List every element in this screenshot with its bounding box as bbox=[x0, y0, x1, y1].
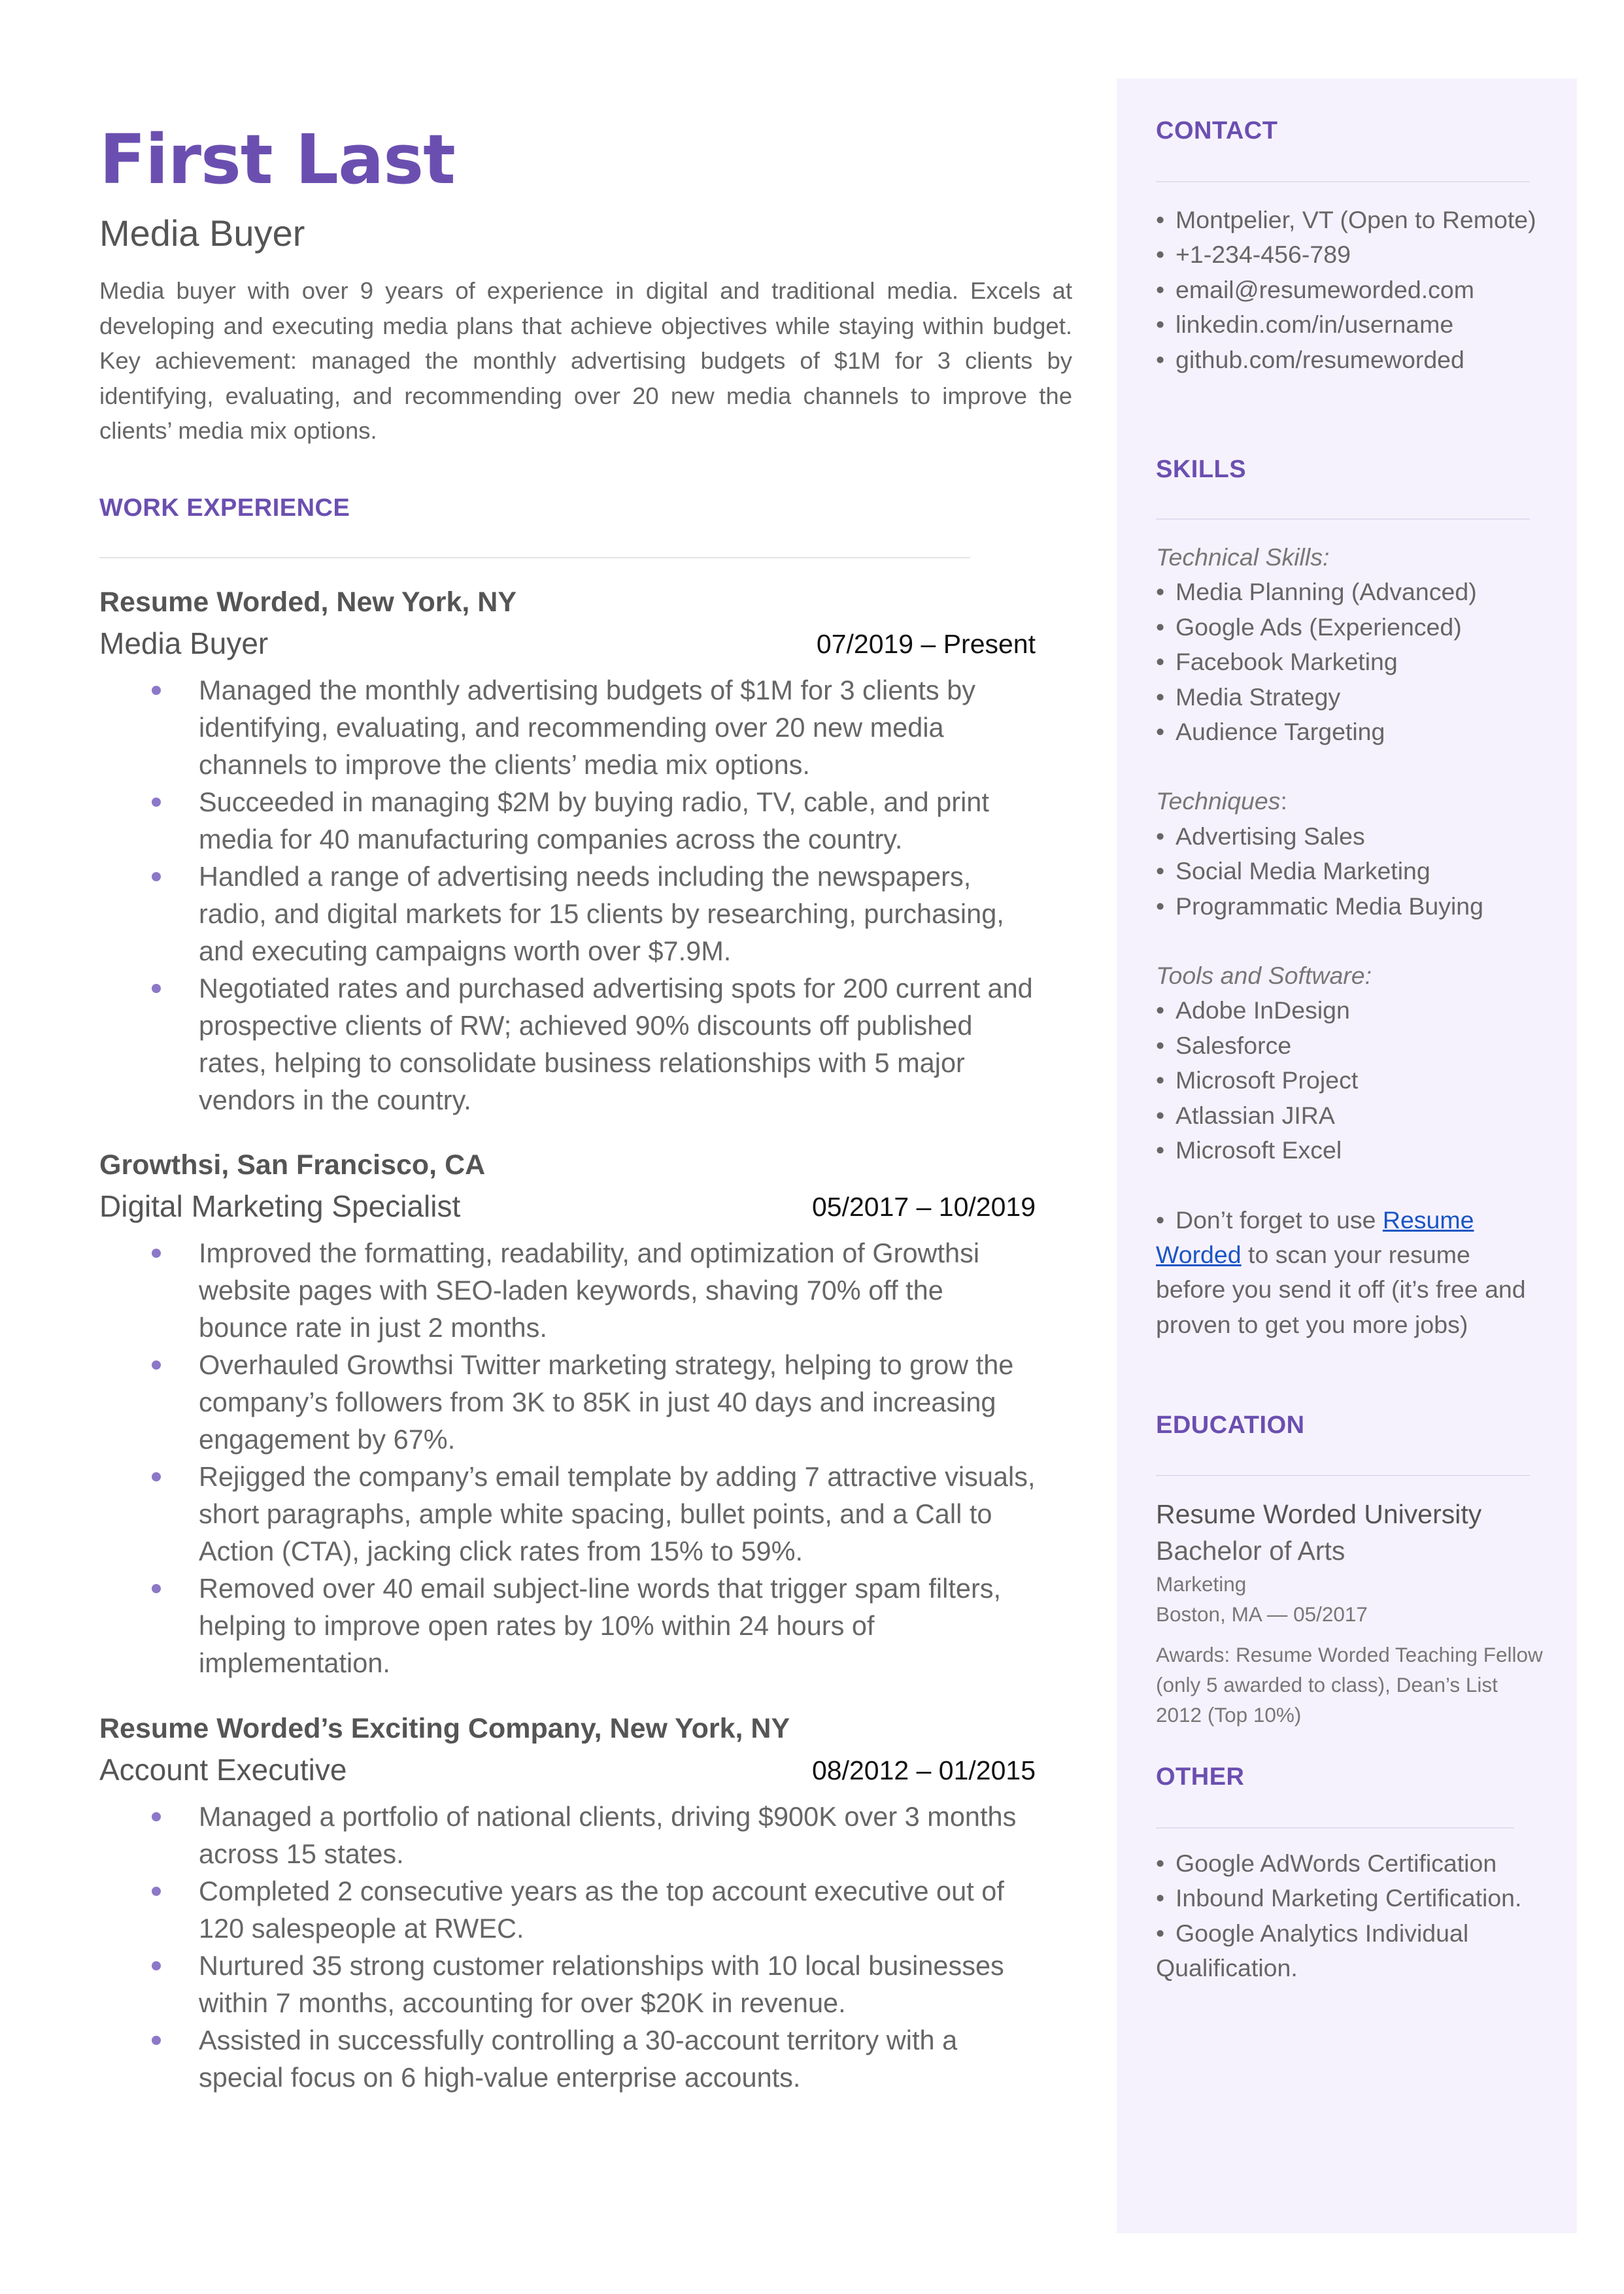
bullet-icon: • bbox=[1156, 206, 1165, 233]
job-company: Resume Worded’s Exciting Company, New York, NY bbox=[99, 1713, 790, 1744]
job-bullet-list bbox=[99, 1798, 1036, 2096]
bullet-dot-icon bbox=[152, 2036, 161, 2045]
bullet-dot-icon bbox=[152, 798, 161, 807]
bullet-dot-icon bbox=[152, 1961, 161, 1970]
job-bullet-text: Negotiated rates and purchased advertising spots for 200 current and prospective clients of RW; achieved 90% discounts off published rates, helping to consolidate business relationships with 5 major vendors in the country. bbox=[199, 973, 1033, 1115]
bullet-dot-icon bbox=[152, 1887, 161, 1896]
job-dates: 08/2012 – 01/2015 bbox=[812, 1755, 1036, 1785]
skill-item: • Facebook Marketing bbox=[1156, 645, 1548, 679]
contact-phone: • +1-234-456-789 bbox=[1156, 237, 1548, 272]
other-heading: OTHER bbox=[1156, 1763, 1245, 1791]
bullet-icon: • bbox=[1156, 1206, 1165, 1234]
other-list bbox=[1156, 1846, 1542, 1986]
bullet-icon: • bbox=[1156, 1919, 1165, 1947]
contact-location: • Montpelier, VT (Open to Remote) bbox=[1156, 203, 1548, 237]
job-bullet-text: Removed over 40 email subject-line words that trigger spam filters, helping to improve open rates by 10% within 24 hours of implementation. bbox=[199, 1573, 1002, 1678]
bullet-dot-icon bbox=[152, 1249, 161, 1258]
bullet-dot-icon bbox=[152, 1472, 161, 1481]
section-divider bbox=[99, 557, 970, 558]
job-bullet bbox=[99, 671, 1036, 783]
job-dates: 07/2019 – Present bbox=[816, 629, 1036, 659]
job-company: Resume Worded, New York, NY bbox=[99, 586, 517, 618]
job-bullet-text: Rejigged the company’s email template by adding 7 attractive visuals, short paragraphs, ample white spacing, bullet points, and a Call to Action (CTA), jacking click rates from 15% to 59%. bbox=[199, 1461, 1036, 1566]
job-company: Growthsi, San Francisco, CA bbox=[99, 1149, 486, 1181]
job-title-row bbox=[99, 1748, 1036, 1791]
skill-item: • Audience Targeting bbox=[1156, 715, 1548, 749]
skill-item: • Advertising Sales bbox=[1156, 819, 1548, 854]
job-bullet bbox=[99, 1798, 1036, 1872]
job-title-headline: Media Buyer bbox=[99, 212, 305, 254]
other-item: • Google Analytics Individual Qualification. bbox=[1156, 1916, 1542, 1986]
other-item: • Google AdWords Certification bbox=[1156, 1846, 1542, 1881]
contact-heading: CONTACT bbox=[1156, 117, 1278, 144]
bullet-icon: • bbox=[1156, 345, 1165, 373]
job-bullet bbox=[99, 970, 1036, 1119]
job-bullet bbox=[99, 1872, 1036, 1947]
education-school: Resume Worded University bbox=[1156, 1499, 1482, 1529]
bullet-icon: • bbox=[1156, 892, 1165, 920]
job-position: Media Buyer bbox=[99, 626, 269, 660]
job-bullet bbox=[99, 1947, 1036, 2021]
job-entry bbox=[99, 1145, 1036, 1681]
job-bullet bbox=[99, 1346, 1036, 1458]
section-divider bbox=[1156, 1827, 1514, 1829]
job-entry bbox=[99, 582, 1036, 1119]
education-field: Marketing bbox=[1156, 1572, 1247, 1596]
education-degree: Bachelor of Arts bbox=[1156, 1536, 1345, 1566]
skills-group-label: Tools and Software: bbox=[1156, 962, 1372, 990]
skill-item: • Media Strategy bbox=[1156, 680, 1548, 715]
section-divider bbox=[1156, 181, 1530, 182]
bullet-icon: • bbox=[1156, 275, 1165, 303]
job-bullet-text: Completed 2 consecutive years as the top account executive out of 120 salespeople at RWEC. bbox=[199, 1876, 1004, 1944]
bullet-icon: • bbox=[1156, 311, 1165, 339]
education-awards: Awards: Resume Worded Teaching Fellow (only 5 awarded to class), Dean’s List 2012 (Top 10%) bbox=[1156, 1643, 1543, 1727]
skill-item: • Salesforce bbox=[1156, 1028, 1548, 1063]
job-bullet-text: Managed the monthly advertising budgets of $1M for 3 clients by identifying, evaluating, and recommending over 20 new media channels to improve the clients’ media mix options. bbox=[199, 675, 976, 780]
job-dates: 05/2017 – 10/2019 bbox=[812, 1192, 1036, 1222]
bullet-dot-icon bbox=[152, 1584, 161, 1593]
other-item: • Inbound Marketing Certification. bbox=[1156, 1881, 1542, 1915]
contact-email: • email@resumeworded.com bbox=[1156, 273, 1548, 307]
skill-item: • Microsoft Project bbox=[1156, 1063, 1548, 1098]
job-bullet-text: Succeeded in managing $2M by buying radio, TV, cable, and print media for 40 manufacturing companies across the country. bbox=[199, 786, 989, 854]
section-divider bbox=[1156, 1475, 1530, 1476]
education-location-date: Boston, MA — 05/2017 bbox=[1156, 1602, 1368, 1626]
bullet-icon: • bbox=[1156, 241, 1165, 269]
job-bullet-list bbox=[99, 1234, 1036, 1681]
job-position: Digital Marketing Specialist bbox=[99, 1189, 461, 1223]
resume-worded-link[interactable]: Resume Worded bbox=[1156, 1206, 1474, 1268]
bullet-dot-icon bbox=[152, 1360, 161, 1370]
skill-item: • Programmatic Media Buying bbox=[1156, 889, 1548, 924]
job-bullet bbox=[99, 1570, 1036, 1681]
skills-group-label: Techniques: bbox=[1156, 787, 1287, 815]
bullet-icon: • bbox=[1156, 857, 1165, 885]
job-bullet bbox=[99, 1458, 1036, 1570]
section-divider bbox=[1156, 518, 1530, 520]
skill-item: • Microsoft Excel bbox=[1156, 1133, 1548, 1168]
job-title-row bbox=[99, 1185, 1036, 1228]
main-column bbox=[99, 0, 1080, 2294]
skill-item: • Adobe InDesign bbox=[1156, 993, 1548, 1028]
job-entry bbox=[99, 1709, 1036, 2096]
bullet-icon: • bbox=[1156, 683, 1165, 711]
bullet-icon: • bbox=[1156, 1101, 1165, 1129]
bullet-icon: • bbox=[1156, 1066, 1165, 1094]
bullet-icon: • bbox=[1156, 822, 1165, 850]
work-experience-heading: WORK EXPERIENCE bbox=[99, 494, 350, 522]
bullet-dot-icon bbox=[152, 1812, 161, 1821]
bullet-icon: • bbox=[1156, 1031, 1165, 1059]
skill-item: • Media Planning (Advanced) bbox=[1156, 575, 1548, 609]
bullet-icon: • bbox=[1156, 718, 1165, 746]
job-bullet-text: Improved the formatting, readability, and optimization of Growthsi website pages with SEO-laden keywords, shaving 70% off the bounce rate in just 2 months. bbox=[199, 1238, 980, 1343]
education-heading: EDUCATION bbox=[1156, 1411, 1305, 1439]
bullet-icon: • bbox=[1156, 996, 1165, 1024]
bullet-icon: • bbox=[1156, 1884, 1165, 1912]
skill-item: • Google Ads (Experienced) bbox=[1156, 610, 1548, 645]
bullet-dot-icon bbox=[152, 984, 161, 993]
job-title-row bbox=[99, 622, 1036, 665]
sidebar bbox=[1117, 78, 1577, 2233]
job-bullet bbox=[99, 783, 1036, 858]
contact-github: • github.com/resumeworded bbox=[1156, 343, 1548, 377]
job-bullet-text: Nurtured 35 strong customer relationships with 10 local businesses within 7 months, accounting for over $20K in revenue. bbox=[199, 1950, 1004, 2018]
contact-linkedin: • linkedin.com/in/username bbox=[1156, 307, 1548, 342]
job-bullet bbox=[99, 2021, 1036, 2096]
job-bullet-text: Handled a range of advertising needs including the newspapers, radio, and digital markets for 15 clients by researching, purchasing, and executing campaigns worth over $7.9M. bbox=[199, 861, 1004, 966]
job-bullet-text: Overhauled Growthsi Twitter marketing strategy, helping to grow the company’s followers from 3K to 85K in just 40 days and increasing engagement by 67%. bbox=[199, 1349, 1014, 1455]
bullet-icon: • bbox=[1156, 648, 1165, 676]
job-bullet bbox=[99, 858, 1036, 970]
skill-item: • Atlassian JIRA bbox=[1156, 1098, 1548, 1133]
resume-worded-note: • Don’t forget to use Resume Worded to scan your resume before you send it off (it’s free and proven to get you more jobs) bbox=[1156, 1203, 1535, 1343]
bullet-icon: • bbox=[1156, 1849, 1165, 1877]
bullet-dot-icon bbox=[152, 872, 161, 881]
job-bullet-text: Managed a portfolio of national clients, driving $900K over 3 months across 15 states. bbox=[199, 1801, 1017, 1869]
summary-paragraph: Media buyer with over 9 years of experience in digital and traditional media. Excels at developing and executing media plans that achieve objectives while staying within budget. Key achievement: managed the monthly advertising budgets of $1M for 3 clients by identifying, evaluating, and recommending over 20 new media channels to improve the clients’ media mix options. bbox=[99, 277, 1072, 444]
education-block bbox=[1156, 1496, 1548, 1730]
bullet-dot-icon bbox=[152, 686, 161, 695]
skills-group-label: Technical Skills: bbox=[1156, 543, 1330, 571]
skills-list bbox=[1156, 540, 1548, 1342]
job-position: Account Executive bbox=[99, 1753, 347, 1787]
bullet-icon: • bbox=[1156, 1136, 1165, 1164]
skill-item: • Social Media Marketing bbox=[1156, 854, 1548, 888]
contact-list bbox=[1156, 203, 1548, 377]
skills-heading: SKILLS bbox=[1156, 456, 1247, 483]
bullet-icon: • bbox=[1156, 578, 1165, 606]
job-bullet-text: Assisted in successfully controlling a 30-account territory with a special focus on 6 high-value enterprise accounts. bbox=[199, 2025, 958, 2093]
job-bullet-list bbox=[99, 671, 1036, 1119]
bullet-icon: • bbox=[1156, 613, 1165, 641]
job-bullet bbox=[99, 1234, 1036, 1346]
candidate-name: First Last bbox=[99, 120, 455, 199]
